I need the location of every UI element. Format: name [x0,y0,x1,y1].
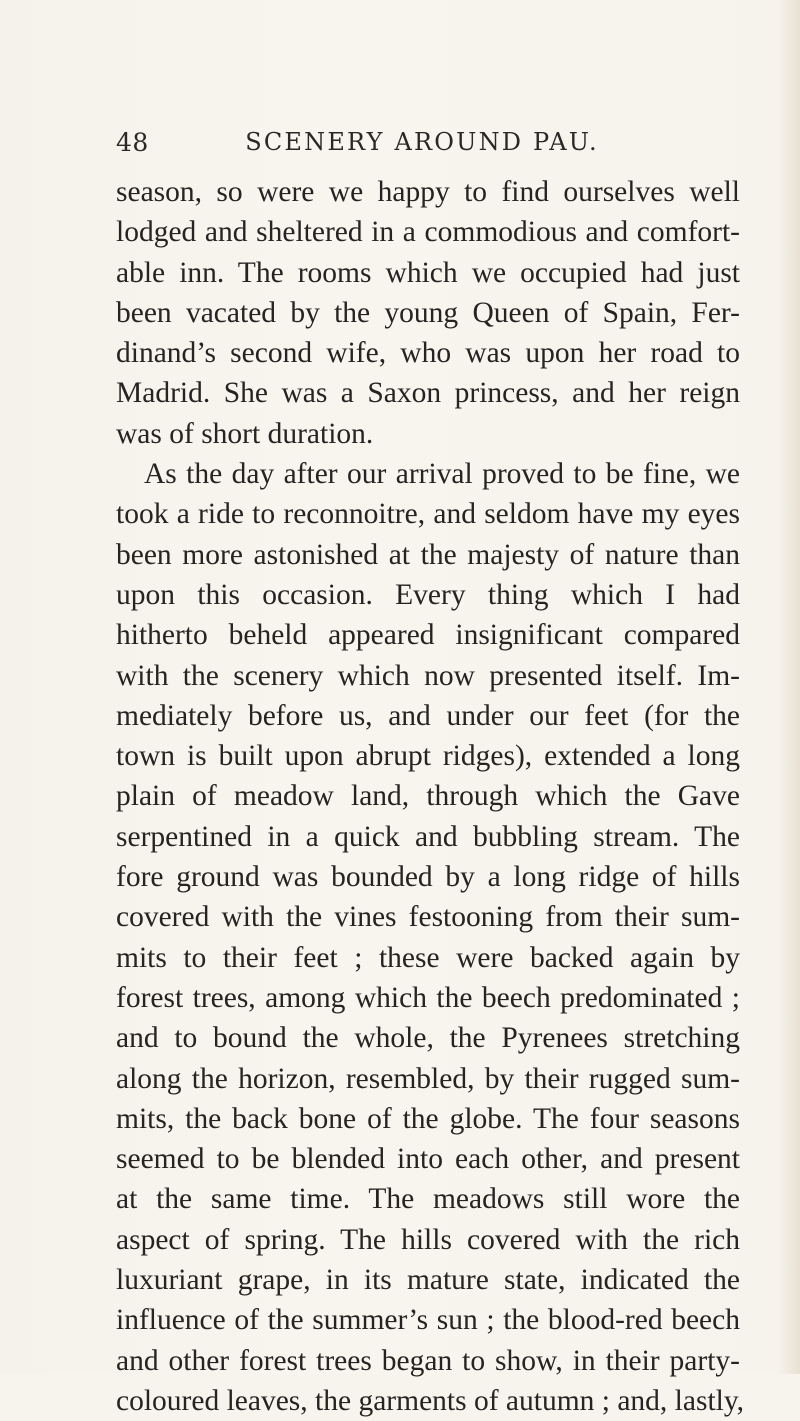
page-number: 48 [116,128,149,157]
text-line: serpentined in a quick and bubbling stream. The [116,820,740,853]
running-head [116,128,728,168]
text-line: upon this occasion. Every thing which I had [116,578,740,611]
text-line: mediately before us, and under our feet (for the [116,699,740,732]
text-line: seemed to be blended into each other, and present [116,1143,740,1176]
text-line: plain of meadow land, through which the Gave [116,780,740,813]
text-line: fore ground was bounded by a long ridge of hills [116,861,740,894]
text-line: at the same time. The meadows still wore the [116,1183,740,1216]
running-title: SCENERY AROUND PAU. [245,128,599,156]
text-line: and other forest trees began to show, in their party- [116,1344,740,1377]
text-line: dinand’s second wife, who was upon her road to [116,337,740,370]
body-text [116,172,745,1421]
text-line: town is built upon abrupt ridges), extended a long [116,740,740,773]
text-line: able inn. The rooms which we occupied had just [116,256,740,289]
text-line: and to bound the whole, the Pyrenees stretching [116,1022,740,1055]
text-line: coloured leaves, the garments of autumn ; and, lastly, [116,1384,745,1417]
text-line: covered with the vines festooning from their sum- [116,901,740,934]
text-line: luxuriant grape, in its mature state, indicated the [116,1264,740,1297]
text-line: been more astonished at the majesty of nature than [116,538,740,571]
paragraph-2 [116,454,745,1421]
text-line: hitherto beheld appeared insignificant compared [116,619,740,652]
text-line: aspect of spring. The hills covered with the rich [116,1223,740,1256]
page-edge-shadow [778,0,800,1374]
text-line: with the scenery which now presented itself. Im- [116,659,740,692]
text-line: along the horizon, resembled, by their rugged sum- [116,1062,740,1095]
text-line: As the day after our arrival proved to be fine, we [144,458,740,491]
text-line: Madrid. She was a Saxon princess, and her reign [116,377,740,410]
text-line: lodged and sheltered in a commodious and comfort- [116,216,740,249]
text-line: been vacated by the young Queen of Spain, Fer- [116,296,740,329]
text-line: took a ride to reconnoitre, and seldom have my eyes [116,498,740,531]
text-line: was of short duration. [116,417,374,450]
text-line: influence of the summer’s sun ; the blood-red beech [116,1304,740,1337]
text-line: forest trees, among which the beech predominated ; [116,981,740,1014]
text-line: mits, the back bone of the globe. The four seasons [116,1102,740,1135]
text-line: mits to their feet ; these were backed again by [116,941,740,974]
text-line: season, so were we happy to find ourselves well [116,176,740,208]
paragraph-1 [116,172,740,454]
